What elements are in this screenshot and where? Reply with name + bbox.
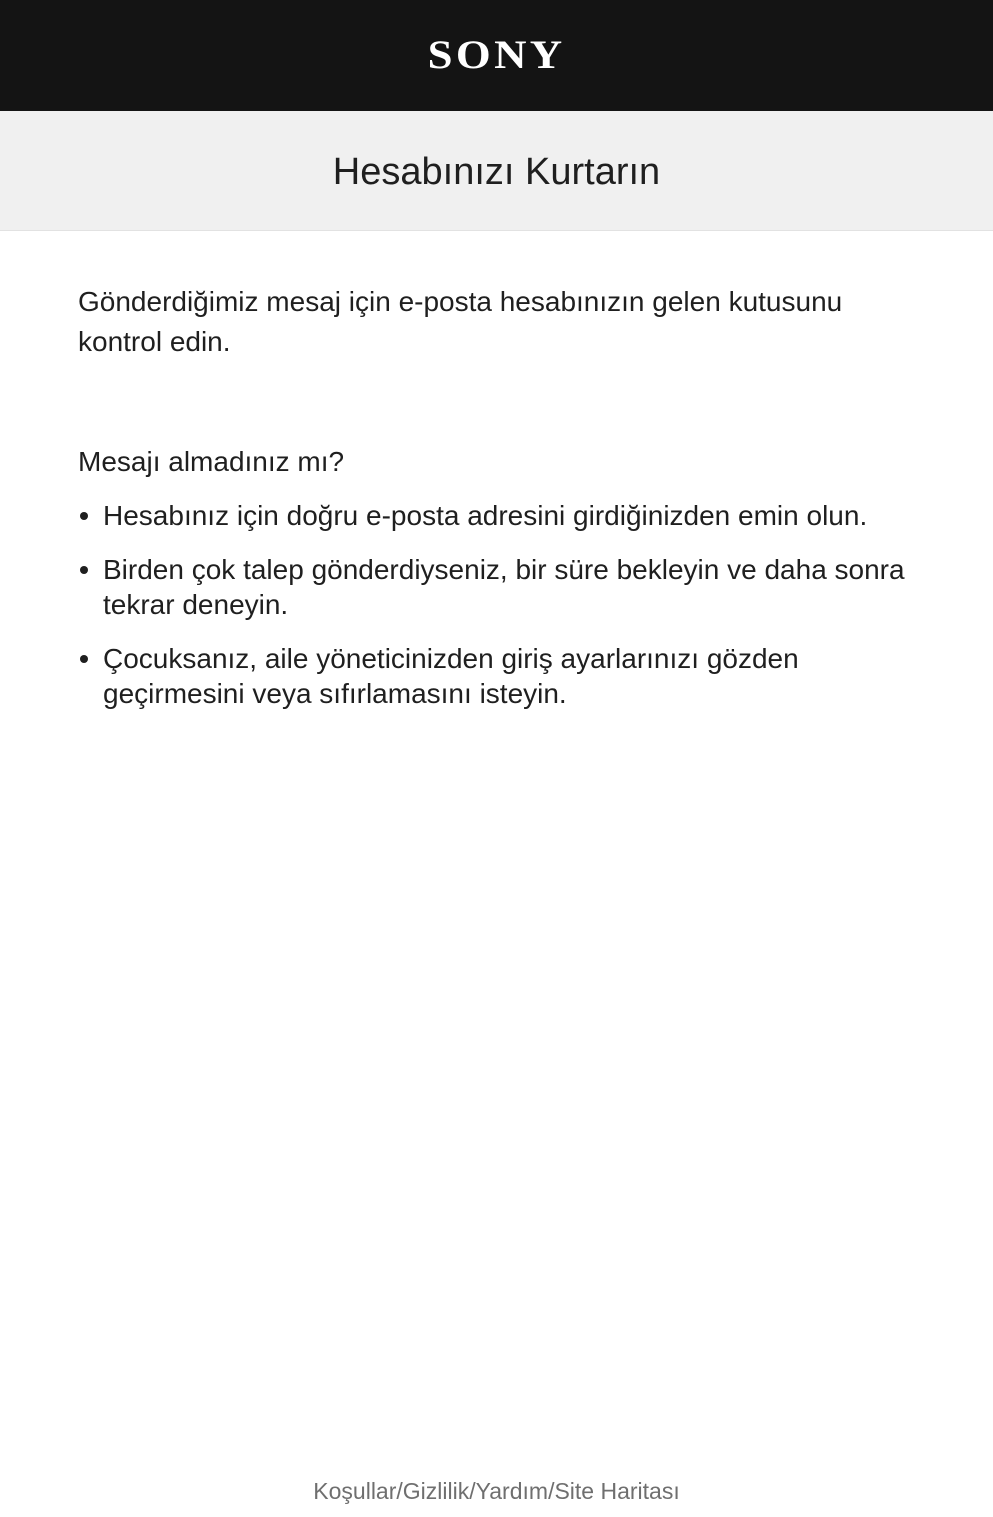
list-item — [78, 552, 918, 622]
main-content — [78, 282, 918, 730]
footer-link-privacy[interactable]: Gizlilik — [402, 1478, 470, 1504]
bullet-icon — [80, 512, 88, 520]
bullet-icon — [80, 566, 88, 574]
tip-text: Hesabınız için doğru e-posta adresini girdiğinizden emin olun. — [103, 500, 868, 531]
troubleshooting-list — [78, 498, 918, 711]
instruction-text: Gönderdiğimiz mesaj için e-posta hesabınızın gelen kutusunu kontrol edin. — [78, 286, 843, 357]
title-band — [0, 111, 993, 231]
footer — [0, 1476, 993, 1506]
list-item — [78, 641, 918, 711]
footer-link-terms[interactable]: Koşullar — [313, 1478, 397, 1504]
footer-separator: / — [548, 1478, 555, 1504]
no-message-heading: Mesajı almadınız mı? — [78, 446, 345, 477]
sony-logo[interactable]: SONY — [427, 31, 566, 77]
footer-separator: / — [469, 1478, 476, 1504]
list-item — [78, 498, 918, 533]
footer-separator: / — [396, 1478, 403, 1504]
footer-link-sitemap[interactable]: Site Haritası — [554, 1478, 680, 1504]
page-title: Hesabınızı Kurtarın — [332, 150, 661, 193]
tip-text: Çocuksanız, aile yöneticinizden giriş ayarlarınızı gözden geçirmesini veya sıfırlamasını isteyin. — [103, 643, 799, 709]
tip-text: Birden çok talep gönderdiyseniz, bir süre bekleyin ve daha sonra tekrar deneyin. — [103, 554, 905, 620]
bullet-icon — [80, 655, 88, 663]
top-bar — [0, 0, 993, 111]
footer-link-help[interactable]: Yardım — [475, 1478, 549, 1504]
